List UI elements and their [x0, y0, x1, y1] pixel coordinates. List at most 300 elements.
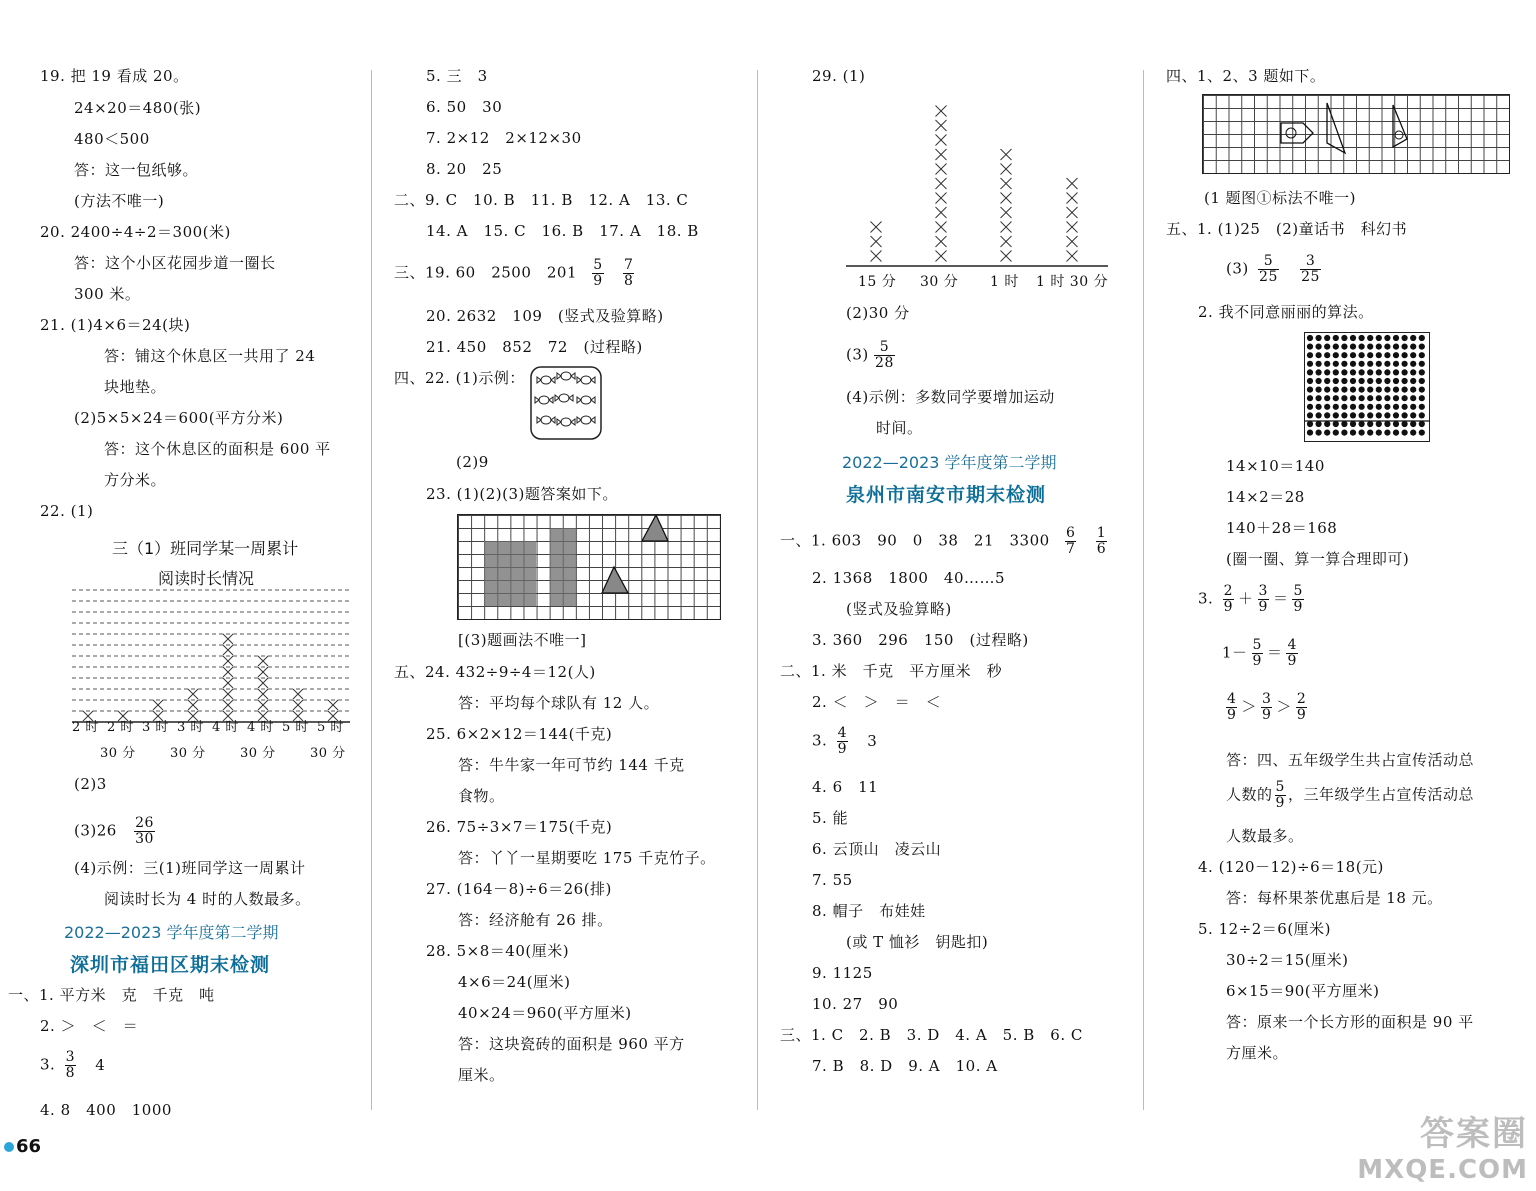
x-mark [1001, 236, 1012, 247]
fraction-equation: 3. $\frac{2}{9}$ ＋ $\frac{3}{9}$ ＝ $\frac{5}{9}$ [1198, 583, 1303, 615]
page-number [4, 1136, 41, 1157]
fraction: $\frac{2}{9}$ [1223, 583, 1234, 615]
tick-label: 4 时 [247, 720, 274, 735]
answer-line: 2. ＞ ＜ ＝ [40, 1017, 139, 1035]
dot [1316, 387, 1322, 393]
x-mark [936, 149, 947, 160]
x-mark [223, 645, 233, 655]
fraction: $\frac{2}{9}$ [1296, 691, 1307, 723]
tick-label: 2 时 [107, 720, 134, 735]
numerator: 26 [135, 815, 154, 831]
candy-wrapper-icon [557, 419, 561, 425]
fraction [1065, 526, 1076, 557]
tick-label: 5 时 [317, 720, 344, 735]
dot [1402, 335, 1408, 341]
dot [1376, 335, 1382, 341]
dot [1410, 352, 1416, 358]
answer-line: 3. $\frac{4}{9}$ 3 [812, 725, 878, 757]
dot [1341, 395, 1347, 401]
section-year: 2022—2023 学年度第二学期 [842, 453, 1057, 472]
dot [1359, 404, 1365, 410]
dot [1341, 361, 1347, 367]
dot [1350, 421, 1356, 427]
triangle-shapes [458, 515, 720, 619]
dot [1350, 361, 1356, 367]
dot [1410, 430, 1416, 436]
x-mark [188, 700, 198, 710]
candy-icon [581, 376, 591, 384]
dot [1316, 421, 1322, 427]
answer-line: 20. 2400÷4÷2＝300(米) [40, 223, 231, 241]
answer-line: 四、1、2、3 题如下。 [1166, 67, 1326, 85]
answer-line: 5. 三 3 [426, 67, 488, 85]
answer-line: 答：这块瓷砖的面积是 960 平方 [458, 1035, 685, 1053]
candy-wrapper-icon [571, 419, 575, 425]
dot [1402, 352, 1408, 358]
dot [1307, 421, 1313, 427]
answer-line: 4. (120－12)÷6＝18(元) [1198, 858, 1384, 876]
denominator: 7 [1065, 541, 1076, 557]
x-mark [153, 700, 163, 710]
answer-line: (3) $\frac{5}{28}$ [846, 339, 894, 371]
x-mark [1001, 178, 1012, 189]
answer-line: (1 题图①标法不唯一) [1204, 189, 1357, 207]
candy-wrapper-icon [549, 397, 553, 403]
tick-label: 30 分 [310, 746, 346, 761]
dot [1341, 369, 1347, 375]
dot [1367, 335, 1373, 341]
x-mark [1067, 251, 1078, 262]
candy-icon [561, 418, 571, 426]
tick-label: 30 分 [920, 274, 959, 290]
watermark-logo: 答案圈 [1420, 1114, 1528, 1154]
dot [1324, 387, 1330, 393]
candy-wrapper-icon [535, 397, 539, 403]
dot [1359, 430, 1365, 436]
dot [1324, 404, 1330, 410]
dot [1402, 412, 1408, 418]
dot [1376, 387, 1382, 393]
section-title: 泉州市南安市期末检测 [846, 484, 1047, 506]
x-mark [1001, 251, 1012, 262]
answer-line: 4. 8 400 1000 [40, 1101, 172, 1119]
dot [1384, 369, 1390, 375]
answer-line: 25. 6×2×12＝144(千克) [426, 725, 613, 743]
tick-label: 2 时 [72, 720, 99, 735]
dot [1341, 421, 1347, 427]
fraction [623, 258, 634, 289]
dot [1350, 378, 1356, 384]
denominator: 9 [593, 273, 603, 289]
candy-wrapper-icon [537, 417, 541, 423]
dot [1384, 378, 1390, 384]
dot [1410, 369, 1416, 375]
answer-line: 27. (164－8)÷6＝26(排) [426, 880, 612, 898]
answer-text: 3 [867, 731, 878, 750]
dot [1376, 369, 1382, 375]
dot [1419, 344, 1425, 350]
answer-line: 答：牛牛家一年可节约 144 千克 [458, 756, 685, 774]
answer-line: 7. 55 [812, 871, 853, 889]
page-number-text: 66 [16, 1136, 42, 1157]
tick-label: 3 时 [177, 720, 204, 735]
dot [1341, 412, 1347, 418]
dot [1316, 335, 1322, 341]
answer-line: 19. 把 19 看成 20。 [40, 67, 189, 85]
dot-array-drawing [1304, 332, 1430, 442]
answer-line: 厘米。 [458, 1066, 505, 1084]
dot [1333, 404, 1339, 410]
x-mark [871, 251, 882, 262]
answer-line: 20. 2632 109 (竖式及验算略) [426, 307, 664, 325]
dot [1410, 404, 1416, 410]
dot [1410, 395, 1416, 401]
dot [1367, 412, 1373, 418]
chart2-axis [846, 272, 1112, 292]
candy-wrapper-icon [591, 397, 595, 403]
dot [1410, 421, 1416, 427]
answer-line: 食物。 [458, 787, 505, 805]
section-title: 深圳市福田区期末检测 [70, 954, 271, 976]
answer-text: 4 [95, 1055, 106, 1074]
dot [1367, 352, 1373, 358]
x-mark [293, 700, 303, 710]
x-mark [936, 222, 947, 233]
fraction: $\frac{4}{9}$ [1287, 637, 1297, 669]
candy-wrapper-icon [537, 377, 541, 383]
dot [1376, 404, 1382, 410]
dot [1333, 430, 1339, 436]
dot [1376, 430, 1382, 436]
fraction: $\frac{4}{9}$ [1227, 691, 1237, 723]
dot [1393, 361, 1399, 367]
dot [1419, 421, 1425, 427]
denominator: 28 [875, 355, 894, 371]
denominator: 6 [1096, 541, 1107, 557]
dot [1316, 369, 1322, 375]
answer-line: 答：平均每个球队有 12 人。 [458, 694, 660, 712]
numerator: 5 [874, 340, 895, 356]
answer-text: (3)26 [74, 821, 117, 840]
dot [1333, 421, 1339, 427]
dot [1341, 430, 1347, 436]
numerator: 5 [1275, 779, 1285, 795]
fraction: $\frac{3}{9}$ [1258, 583, 1268, 615]
x-mark [223, 700, 233, 710]
dot [1324, 421, 1330, 427]
tick-label: 30 分 [170, 746, 206, 761]
numerator: 6 [1065, 525, 1076, 541]
answer-line: 2. 1368 1800 40……5 [812, 569, 1006, 587]
x-mark [1001, 207, 1012, 218]
candy-wrapper-icon [551, 417, 555, 423]
answer-text: 人数的 [1226, 785, 1273, 804]
transform-shapes [1203, 95, 1509, 173]
dot [1341, 387, 1347, 393]
x-mark [936, 135, 947, 146]
dot [1367, 369, 1373, 375]
dot [1316, 404, 1322, 410]
dot [1307, 395, 1313, 401]
dot [1350, 369, 1356, 375]
dot [1350, 412, 1356, 418]
chart1-axis-top [72, 718, 352, 738]
answer-line: 24×20＝480(张) [74, 99, 202, 117]
dot [1367, 378, 1373, 384]
dot [1333, 378, 1339, 384]
x-mark [223, 667, 233, 677]
dot [1384, 352, 1390, 358]
candy-icon [581, 416, 591, 424]
answer-line: 二、1. 米 千克 平方厘米 秒 [780, 662, 1003, 680]
x-mark [936, 120, 947, 131]
answer-line: 答：每杯果茶优惠后是 18 元。 [1226, 889, 1443, 907]
dot [1384, 404, 1390, 410]
dot [1367, 404, 1373, 410]
answer-line: (2)5×5×24＝600(平方分米) [74, 409, 284, 427]
answer-line: 6×15＝90(平方厘米) [1226, 982, 1380, 1000]
x-mark [1067, 193, 1078, 204]
answer-line: 二、9. C 10. B 11. B 12. A 13. C [394, 191, 689, 209]
answer-line: 9. 1125 [812, 964, 873, 982]
fraction: $\frac{5}{9}$ [1252, 637, 1262, 669]
dot [1419, 387, 1425, 393]
dot [1367, 344, 1373, 350]
dot [1324, 335, 1330, 341]
dot [1350, 387, 1356, 393]
candy-wrapper-icon [557, 373, 561, 379]
dot [1410, 387, 1416, 393]
answer-line: 30÷2＝15(厘米) [1226, 951, 1349, 969]
dot [1402, 387, 1408, 393]
x-mark [258, 689, 268, 699]
dot [1333, 352, 1339, 358]
answer-line: 6. 云顶山 凌云山 [812, 840, 942, 858]
dot [1324, 430, 1330, 436]
answer-line: 四、22. (1)示例： [394, 369, 525, 387]
denominator: 25 [1301, 269, 1320, 285]
candy-icon [561, 372, 571, 380]
answer-line: 块地垫。 [104, 378, 167, 396]
dot [1359, 395, 1365, 401]
numerator: 3 [1300, 254, 1321, 270]
answer-line: 6. 50 30 [426, 98, 503, 116]
answer-text: 三、19. 60 2500 201 [394, 263, 578, 282]
answer-line: 答：这一包纸够。 [74, 161, 199, 179]
dot [1393, 335, 1399, 341]
dot [1393, 395, 1399, 401]
dot [1307, 344, 1313, 350]
dot [1384, 387, 1390, 393]
answer-text: ，三年级学生占宣传活动总 [1287, 785, 1474, 804]
dot [1324, 378, 1330, 384]
answer-line: 7. 2×12 2×12×30 [426, 129, 582, 147]
dot [1367, 395, 1373, 401]
x-mark [936, 178, 947, 189]
answer-line: 答：这个小区花园步道一圈长 [74, 254, 276, 272]
x-mark [1067, 236, 1078, 247]
answer-line [394, 258, 638, 289]
exercise-time-chart [846, 92, 1112, 272]
tick-label: 1 时 [990, 274, 1019, 290]
dot [1410, 412, 1416, 418]
column-divider [757, 70, 758, 1110]
chart-title: 三（1）班同学某一周累计 [112, 539, 299, 558]
fraction [65, 1050, 76, 1081]
candy-wrapper-icon [577, 377, 581, 383]
dot [1307, 387, 1313, 393]
dot [1316, 430, 1322, 436]
dot [1410, 378, 1416, 384]
answer-line [1226, 780, 1474, 811]
denominator: 30 [135, 831, 154, 847]
tick-label: 1 时 30 分 [1036, 274, 1109, 290]
x-mark [1001, 149, 1012, 160]
dot [1402, 421, 1408, 427]
dot [1384, 344, 1390, 350]
dot [1324, 412, 1330, 418]
answer-line: 答：原来一个长方形的面积是 90 平 [1226, 1013, 1474, 1031]
dot [1307, 352, 1313, 358]
answer-line: 14. A 15. C 16. B 17. A 18. B [426, 222, 699, 240]
dot [1350, 335, 1356, 341]
answer-line: 五、1. (1)25 (2)童话书 科幻书 [1166, 220, 1408, 238]
fraction: $\frac{5}{9}$ [1293, 583, 1303, 615]
fraction [1096, 526, 1107, 557]
tick-label: 30 分 [100, 746, 136, 761]
tick-label: 3 时 [142, 720, 169, 735]
x-mark [936, 236, 947, 247]
answer-line: 28. 5×8＝40(厘米) [426, 942, 570, 960]
answer-line: 方分米。 [104, 471, 167, 489]
dot [1307, 430, 1313, 436]
x-mark [223, 689, 233, 699]
tick-label: 15 分 [858, 274, 897, 290]
answer-line: (2)9 [456, 453, 489, 471]
column-divider [1143, 70, 1144, 1110]
dot [1393, 430, 1399, 436]
answer-line: (2)3 [74, 775, 107, 793]
answer-line: 三、1. C 2. B 3. D 4. A 5. B 6. C [780, 1026, 1083, 1044]
x-mark [258, 700, 268, 710]
denominator: 9 [1275, 795, 1285, 811]
fraction [837, 726, 848, 757]
answer-line: 2. 我不同意丽丽的算法。 [1198, 303, 1374, 321]
x-mark [1067, 178, 1078, 189]
x-mark [1067, 207, 1078, 218]
candy-icon [559, 394, 569, 402]
denominator: 8 [65, 1065, 76, 1081]
dot [1316, 344, 1322, 350]
dot [1402, 395, 1408, 401]
answer-line: 26. 75÷3×7＝175(千克) [426, 818, 613, 836]
tick-label: 4 时 [212, 720, 239, 735]
dot [1410, 335, 1416, 341]
candy-box-drawing [530, 366, 602, 440]
dot [1333, 369, 1339, 375]
answer-line: (2)30 分 [846, 304, 910, 322]
dot [1359, 387, 1365, 393]
dot [1307, 361, 1313, 367]
dot [1393, 352, 1399, 358]
x-mark [258, 678, 268, 688]
x-mark [1067, 222, 1078, 233]
dot [1419, 335, 1425, 341]
answer-line: 10. 27 90 [812, 995, 899, 1013]
dot [1333, 395, 1339, 401]
dot [1376, 361, 1382, 367]
answer-line: (3) $\frac{5}{25}$ $\frac{3}{25}$ [1226, 253, 1320, 285]
dot [1316, 352, 1322, 358]
x-mark [936, 164, 947, 175]
answer-grid-drawing [457, 514, 721, 620]
dot [1307, 404, 1313, 410]
answer-line: 23. (1)(2)(3)题答案如下。 [426, 485, 618, 503]
dot [1419, 352, 1425, 358]
x-mark [936, 106, 947, 117]
dot [1384, 361, 1390, 367]
answer-line: 8. 20 25 [426, 160, 503, 178]
candy-wrapper-icon [555, 395, 559, 401]
candy-wrapper-icon [551, 377, 555, 383]
dot [1376, 412, 1382, 418]
answer-line: 答：四、五年级学生共占宣传活动总 [1226, 751, 1475, 769]
dot [1419, 412, 1425, 418]
answer-line: 答：经济舱有 26 排。 [458, 911, 613, 929]
fraction [1275, 780, 1286, 811]
dot [1324, 395, 1330, 401]
dot [1333, 387, 1339, 393]
answer-line: (或 T 恤衫 钥匙扣) [846, 933, 989, 951]
dot [1393, 404, 1399, 410]
answer-line: (4)示例：三(1)班同学这一周累计 [74, 859, 306, 877]
answer-line: 答：这个休息区的面积是 600 平 [104, 440, 331, 458]
x-mark [936, 193, 947, 204]
answer-line: (方法不唯一) [74, 192, 165, 210]
dot [1419, 395, 1425, 401]
candy-wrapper-icon [569, 395, 573, 401]
x-mark [258, 656, 268, 666]
candy-wrapper-icon [577, 417, 581, 423]
fraction [134, 816, 155, 847]
dot [1350, 352, 1356, 358]
candy-wrapper-icon [577, 397, 581, 403]
x-mark [936, 251, 947, 262]
answer-line: 14×10＝140 [1226, 457, 1325, 475]
dot [1367, 421, 1373, 427]
dot [1341, 378, 1347, 384]
dot [1419, 404, 1425, 410]
dot [1384, 421, 1390, 427]
dot [1359, 378, 1365, 384]
chart1-axis-bottom [100, 744, 360, 764]
numerator: 7 [624, 257, 634, 273]
answer-line: (竖式及验算略) [846, 600, 952, 618]
dot [1402, 344, 1408, 350]
answer-line: 14×2＝28 [1226, 488, 1305, 506]
dot [1307, 412, 1313, 418]
answer-line: 2. ＜ ＞ ＝ ＜ [812, 693, 942, 711]
fraction [592, 258, 603, 289]
dot [1333, 412, 1339, 418]
dot [1376, 352, 1382, 358]
watermark [1357, 1106, 1528, 1185]
candy-wrapper-icon [571, 373, 575, 379]
dot [1341, 352, 1347, 358]
candy-icon [581, 396, 591, 404]
dot [1410, 344, 1416, 350]
dot [1333, 344, 1339, 350]
